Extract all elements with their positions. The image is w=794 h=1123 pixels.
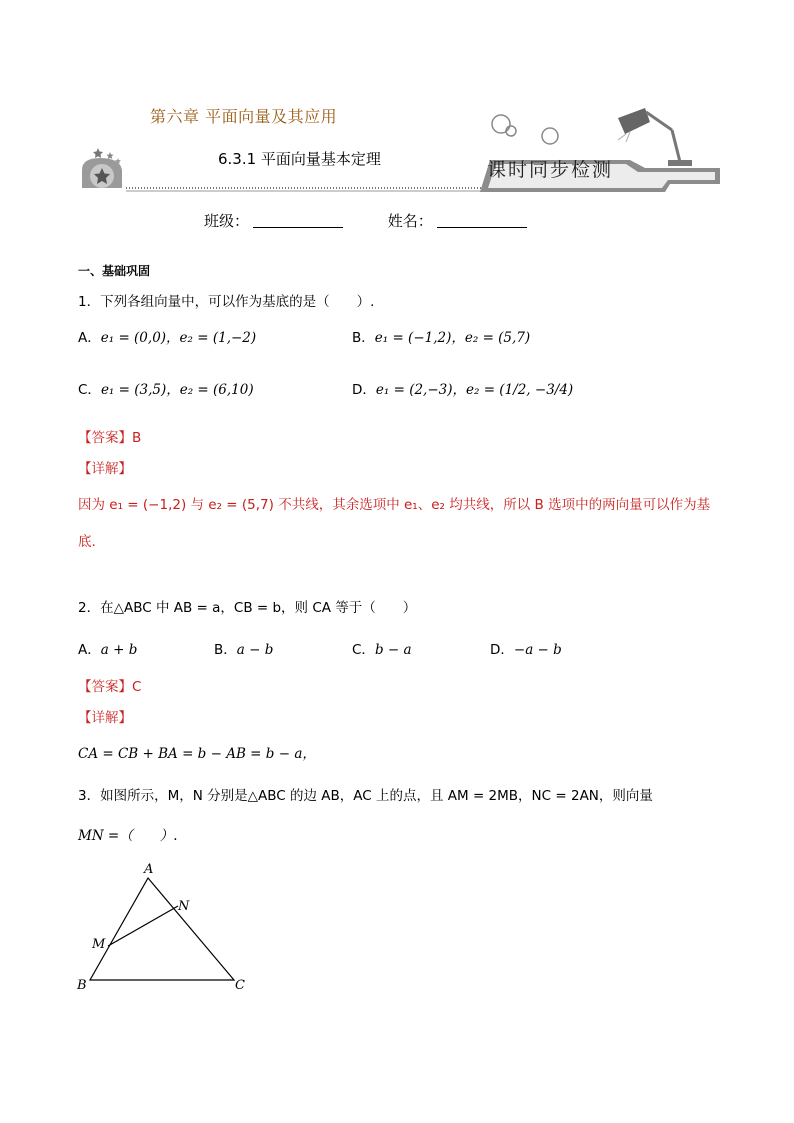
part-title: 一、基础巩固 [78,264,151,278]
q2-detail: CA = CB + BA = b − AB = b − a， [78,746,316,762]
section-title: 6.3.1 平面向量基本定理 [218,150,381,168]
q2-option-c: C．b − a [352,642,412,658]
q2-option-a: A．a + b [78,642,138,658]
triangle-figure [70,858,270,998]
chapter-title: 第六章 平面向量及其应用 [150,107,338,126]
label-m: M [92,937,106,952]
label-b: B [77,978,87,993]
q1-detail-label: 【详解】 [78,461,132,477]
q3-stem-line2: MN =（ ）. [78,828,178,844]
q1-detail-line2: 底. [78,534,96,550]
triangle-abc [90,878,234,980]
name-field[interactable] [437,213,527,228]
q1-stem: 1．下列各组向量中，可以作为基底的是（ ）. [78,294,375,310]
label-c: C [235,978,245,993]
q2-detail-label: 【详解】 [78,710,132,726]
q1-option-b: B．e₁ = (−1,2)，e₂ = (5,7) [352,330,531,346]
q1-option-a: A．e₁ = (0,0)，e₂ = (1,−2) [78,330,257,346]
segment-mn [108,906,178,946]
q2-option-d: D．−a − b [490,642,562,658]
q1-detail-line1: 因为 e₁ = (−1,2) 与 e₂ = (5,7) 不共线，其余选项中 e₁、e₂ 均共线，所以 B 选项中的两向量可以作为基 [78,497,711,513]
class-field[interactable] [253,213,343,228]
class-label: 班级： [204,212,250,230]
q2-answer: 【答案】C [78,679,142,695]
q3-stem-line1: 3．如图所示，M，N 分别是△ABC 的边 AB，AC 上的点，且 AM = 2MB，NC = 2AN，则向量 [78,788,653,804]
label-n: N [178,899,190,914]
q2-stem: 2．在△ABC 中 AB = a，CB = b，则 CA 等于（ ） [78,600,417,616]
q2-option-b: B．a − b [214,642,274,658]
q1-option-c: C．e₁ = (3,5)，e₂ = (6,10) [78,382,254,398]
tag-title: 课时同步检测 [487,159,614,181]
name-label: 姓名： [387,212,433,230]
q1-option-d: D．e₁ = (2,−3)，e₂ = (1/2, −3/4) [352,382,574,398]
student-info [204,210,567,231]
desk-lamp-icon [618,108,692,166]
label-a: A [144,862,154,877]
star-badge-icon [82,148,122,188]
q1-answer: 【答案】B [78,430,142,446]
